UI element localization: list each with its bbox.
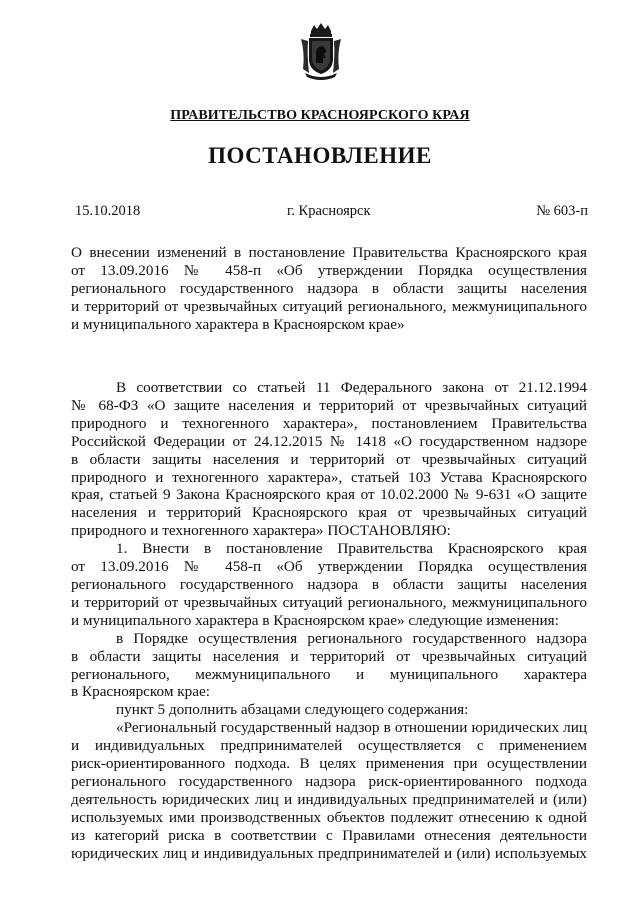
- body-line: риск-ориентированного подхода. В целях применения при осуществлении: [71, 755, 587, 773]
- body-line: природного и техногенного характера», постановлением Правительства: [71, 414, 587, 432]
- body-line: пункт 5 дополнить абзацами следующего содержания:: [116, 701, 469, 719]
- government-name: ПРАВИТЕЛЬСТВО КРАСНОЯРСКОГО КРАЯ: [170, 108, 470, 123]
- body-line: от 13.09.2016 № 458-п «Об утверждении Порядка осуществления: [71, 558, 587, 576]
- subject-line: регионального государственного надзора в области защиты населения: [71, 279, 587, 297]
- document-date: 15.10.2018: [75, 203, 141, 219]
- body-line: юридических лиц и индивидуальных предпринимателей и (или) используемых: [71, 844, 587, 862]
- document-body: [71, 379, 587, 862]
- subject-line: О внесении изменений в постановление Правительства Красноярского края: [71, 244, 587, 261]
- body-line: «Региональный государственный надзор в отношении юридических лиц: [116, 719, 587, 737]
- body-line: регионального государственного надзора в области защиты населения: [71, 575, 587, 593]
- body-line: из категорий риска в соответствии с Правилами отнесения деятельности: [71, 826, 587, 844]
- body-line: в Красноярском крае:: [71, 683, 210, 701]
- body-line: в области защиты населения и территорий от чрезвычайных ситуаций: [71, 450, 587, 468]
- body-line: № 68-ФЗ «О защите населения и территорий от чрезвычайных ситуаций: [71, 396, 587, 414]
- subject-line: и муниципального характера в Красноярском крае»: [71, 315, 405, 333]
- body-line: и муниципального характера в Красноярском крае» следующие изменения:: [71, 611, 559, 629]
- body-line: населения и территорий Красноярского края от чрезвычайных ситуаций: [71, 504, 587, 522]
- document-subject: [71, 244, 587, 334]
- body-line: регионального, межмуниципального и муниципального характера: [71, 665, 587, 683]
- body-line: и индивидуальных предпринимателей осуществляется с применением: [71, 737, 587, 755]
- body-line: деятельность юридических лиц и индивидуальных предпринимателей и (или): [71, 790, 587, 808]
- coat-of-arms-icon: [299, 23, 343, 81]
- body-line: используемых ими производственных объектов подлежит отнесению к одной: [71, 808, 587, 826]
- body-line: регионального государственного надзора риск-ориентированного подхода: [71, 772, 587, 790]
- body-line: природного и техногенного характера», статьей 103 Устава Красноярского: [71, 468, 587, 486]
- body-line: и территорий от чрезвычайных ситуаций регионального, межмуниципального: [71, 593, 587, 611]
- body-line: в области защиты населения и территорий от чрезвычайных ситуаций: [71, 647, 587, 665]
- document-title: ПОСТАНОВЛЕНИЕ: [208, 143, 432, 168]
- subject-line: и территорий от чрезвычайных ситуаций регионального, межмуниципального: [71, 297, 587, 315]
- body-line: Российской Федерации от 24.12.2015 № 1418 «О государственном надзоре: [71, 432, 587, 450]
- body-line: 1. Внести в постановление Правительства Красноярского края: [116, 540, 587, 558]
- body-line: В соответствии со статьей 11 Федерального закона от 21.12.1994: [116, 379, 587, 396]
- document-number: № 603-п: [536, 203, 588, 219]
- subject-line: от 13.09.2016 № 458-п «Об утверждении Порядка осуществления: [71, 261, 587, 279]
- body-line: в Порядке осуществления регионального государственного надзора: [116, 629, 587, 647]
- document-city: г. Красноярск: [287, 203, 371, 219]
- body-line: края, статьей 9 Закона Красноярского края от 10.02.2000 № 9-631 «О защите: [71, 486, 587, 504]
- body-line: природного и техногенного характера» ПОСТАНОВЛЯЮ:: [71, 522, 451, 540]
